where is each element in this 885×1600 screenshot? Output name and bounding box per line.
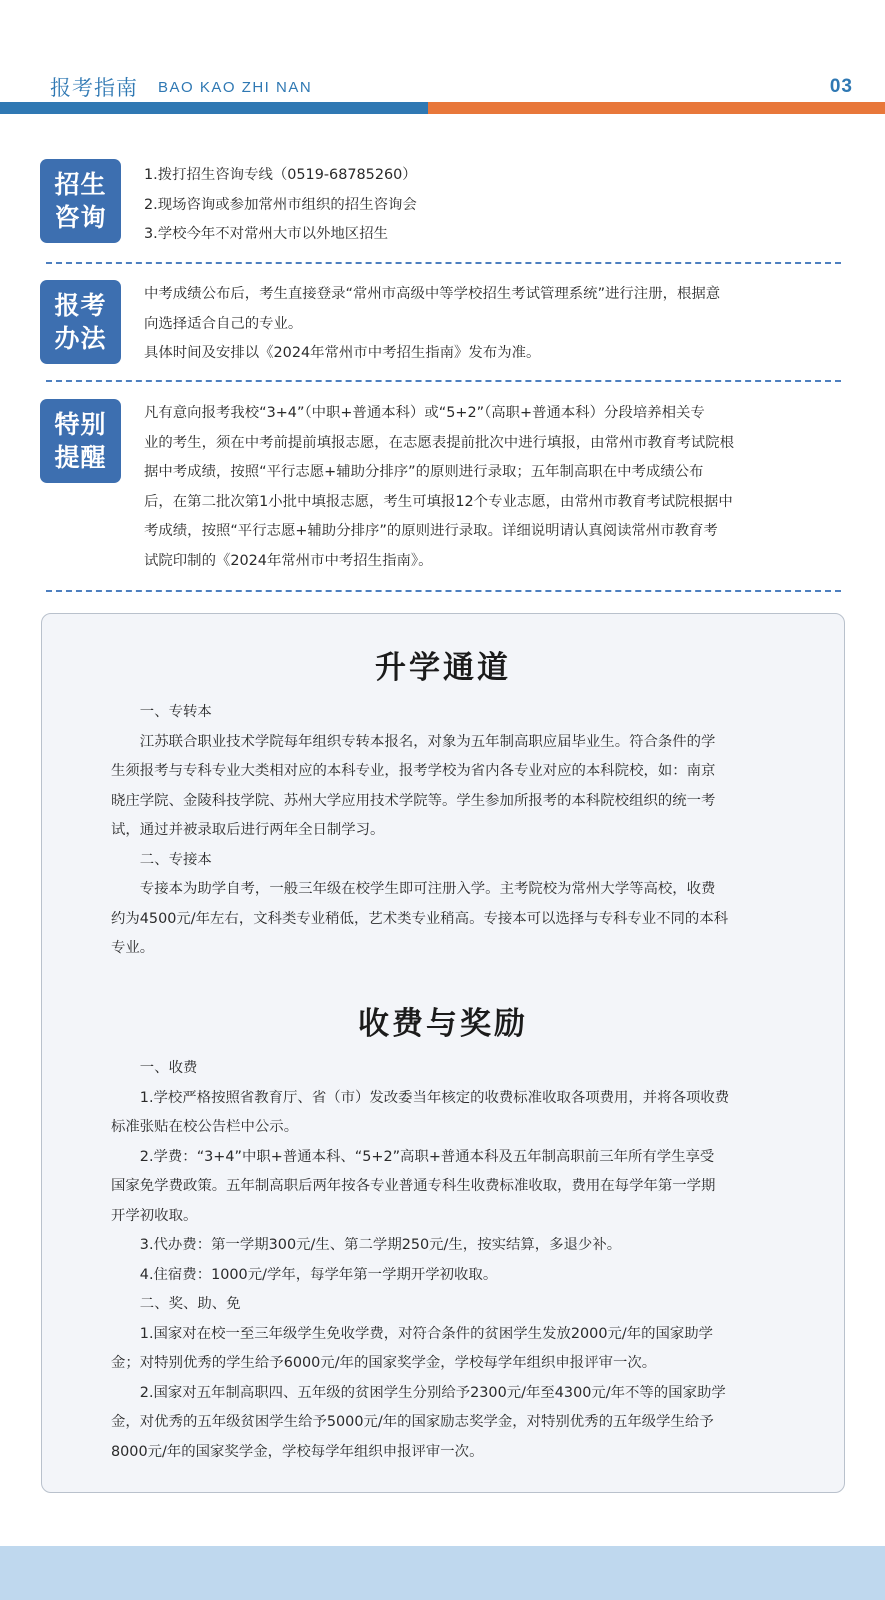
text-line: 生须报考与专科专业大类相对应的本科专业，报考学校为省内各专业对应的本科院校，如：南京 bbox=[111, 763, 716, 779]
badge-line: 提醒 bbox=[54, 443, 107, 472]
header-title-en: BAO KAO ZHI NAN bbox=[158, 79, 313, 96]
page-header bbox=[0, 0, 885, 118]
badge-line: 招生 bbox=[54, 170, 107, 199]
text-line: 向选择适合自己的专业。 bbox=[144, 315, 303, 332]
badge-reminder bbox=[40, 399, 121, 483]
text-line: 金；对特别优秀的学生给予6000元/年的国家奖学金，学校每学年组织申报评审一次。 bbox=[111, 1355, 657, 1371]
subheading: 二、专接本 bbox=[139, 851, 212, 868]
badge-registration bbox=[40, 280, 121, 364]
dashed-divider bbox=[46, 262, 841, 264]
panel-title-pathways: 升学通道 bbox=[375, 650, 511, 686]
text-line: 4.住宿费：1000元/学年，每学年第一学期开学初收取。 bbox=[139, 1266, 498, 1283]
text-line: 约为4500元/年左右，文科类专业稍低，艺术类专业稍高。专接本可以选择与专科专业不同的本科 bbox=[111, 910, 729, 927]
text-line: 江苏联合职业技术学院每年组织专转本报名，对象为五年制高职应届毕业生。符合条件的学 bbox=[139, 733, 716, 750]
pathways-text bbox=[111, 698, 801, 964]
text-line: 2.现场咨询或参加常州市组织的招生咨询会 bbox=[144, 196, 417, 213]
text-line: 考成绩，按照“平行志愿+辅助分排序”的原则进行录取。详细说明请认真阅读常州市教育考 bbox=[144, 523, 718, 539]
section-body bbox=[144, 161, 884, 250]
text-line: 开学初收取。 bbox=[111, 1207, 198, 1224]
text-line: 8000元/年的国家奖学金，学校每学年组织申报评审一次。 bbox=[111, 1443, 484, 1460]
badge-line: 办法 bbox=[54, 324, 107, 353]
text-line: 3.学校今年不对常州大市以外地区招生 bbox=[144, 226, 388, 242]
badge-line: 特别 bbox=[54, 410, 107, 439]
page-number: 03 bbox=[829, 76, 853, 97]
text-line: 据中考成绩，按照“平行志愿+辅助分排序”的原则进行录取；五年制高职在中考成绩公布 bbox=[144, 464, 704, 480]
text-line: 专接本为助学自考，一般三年级在校学生即可注册入学。主考院校为常州大学等高校，收费 bbox=[139, 881, 716, 897]
text-line: 2.学费：“3+4”中职+普通本科、“5+2”高职+普通本科及五年制高职前三年所有学生享受 bbox=[139, 1148, 715, 1165]
text-line: 晓庄学院、金陵科技学院、苏州大学应用技术学院等。学生参加所报考的本科院校组织的统一考 bbox=[111, 792, 716, 809]
badge-consultation bbox=[40, 159, 121, 243]
info-panel bbox=[41, 613, 845, 1493]
dashed-divider bbox=[46, 380, 841, 382]
section-body bbox=[144, 280, 884, 369]
text-line: 1.国家对在校一至三年级学生免收学费，对符合条件的贫困学生发放2000元/年的国家助学 bbox=[139, 1325, 714, 1342]
text-line: 2.国家对五年制高职四、五年级的贫困学生分别给予2300元/年至4300元/年不等的国家助学 bbox=[139, 1384, 726, 1401]
header-bar-orange bbox=[428, 102, 885, 114]
header-bar-blue bbox=[0, 102, 428, 114]
text-line: 专业。 bbox=[111, 940, 155, 956]
dashed-divider bbox=[46, 590, 841, 592]
text-line: 国家免学费政策。五年制高职后两年按各专业普通专科生收费标准收取，费用在每学年第一学期 bbox=[111, 1178, 716, 1194]
text-line: 1.学校严格按照省教育厅、省（市）发改委当年核定的收费标准收取各项费用，并将各项收费 bbox=[139, 1089, 730, 1106]
panel-title-fees: 收费与奖励 bbox=[358, 1006, 528, 1042]
text-line: 试，通过并被录取后进行两年全日制学习。 bbox=[111, 822, 385, 838]
text-line: 金，对优秀的五年级贫困学生给予5000元/年的国家励志奖学金，对特别优秀的五年级学生给予 bbox=[111, 1414, 714, 1430]
header-title-cn: 报考指南 bbox=[50, 76, 138, 100]
section-body bbox=[144, 399, 884, 576]
text-line: 3.代办费：第一学期300元/生、第二学期250元/生，按实结算，多退少补。 bbox=[139, 1237, 622, 1253]
subheading: 一、收费 bbox=[139, 1060, 198, 1076]
text-line: 中考成绩公布后，考生直接登录“常州市高级中等学校招生考试管理系统”进行注册，根据意 bbox=[144, 286, 721, 302]
subheading: 二、奖、助、免 bbox=[139, 1296, 241, 1312]
text-line: 试院印制的《2024年常州市中考招生指南》。 bbox=[144, 552, 433, 569]
fees-text bbox=[111, 1054, 801, 1467]
badge-line: 咨询 bbox=[54, 203, 107, 232]
footer-band bbox=[0, 1546, 885, 1600]
text-line: 具体时间及安排以《2024年常州市中考招生指南》发布为准。 bbox=[144, 345, 541, 361]
subheading: 一、专转本 bbox=[139, 704, 212, 720]
text-line: 业的考生，须在中考前提前填报志愿，在志愿表提前批次中进行填报，由常州市教育考试院根 bbox=[144, 434, 735, 451]
text-line: 1.拨打招生咨询专线（0519-68785260） bbox=[144, 167, 417, 183]
badge-line: 报考 bbox=[54, 291, 107, 320]
text-line: 后，在第二批次第1小批中填报志愿，考生可填报12个专业志愿，由常州市教育考试院根据中 bbox=[144, 493, 733, 510]
text-line: 标准张贴在校公告栏中公示。 bbox=[111, 1119, 299, 1135]
text-line: 凡有意向报考我校“3+4”（中职+普通本科）或“5+2”（高职+普通本科）分段培养相关专 bbox=[144, 405, 705, 421]
